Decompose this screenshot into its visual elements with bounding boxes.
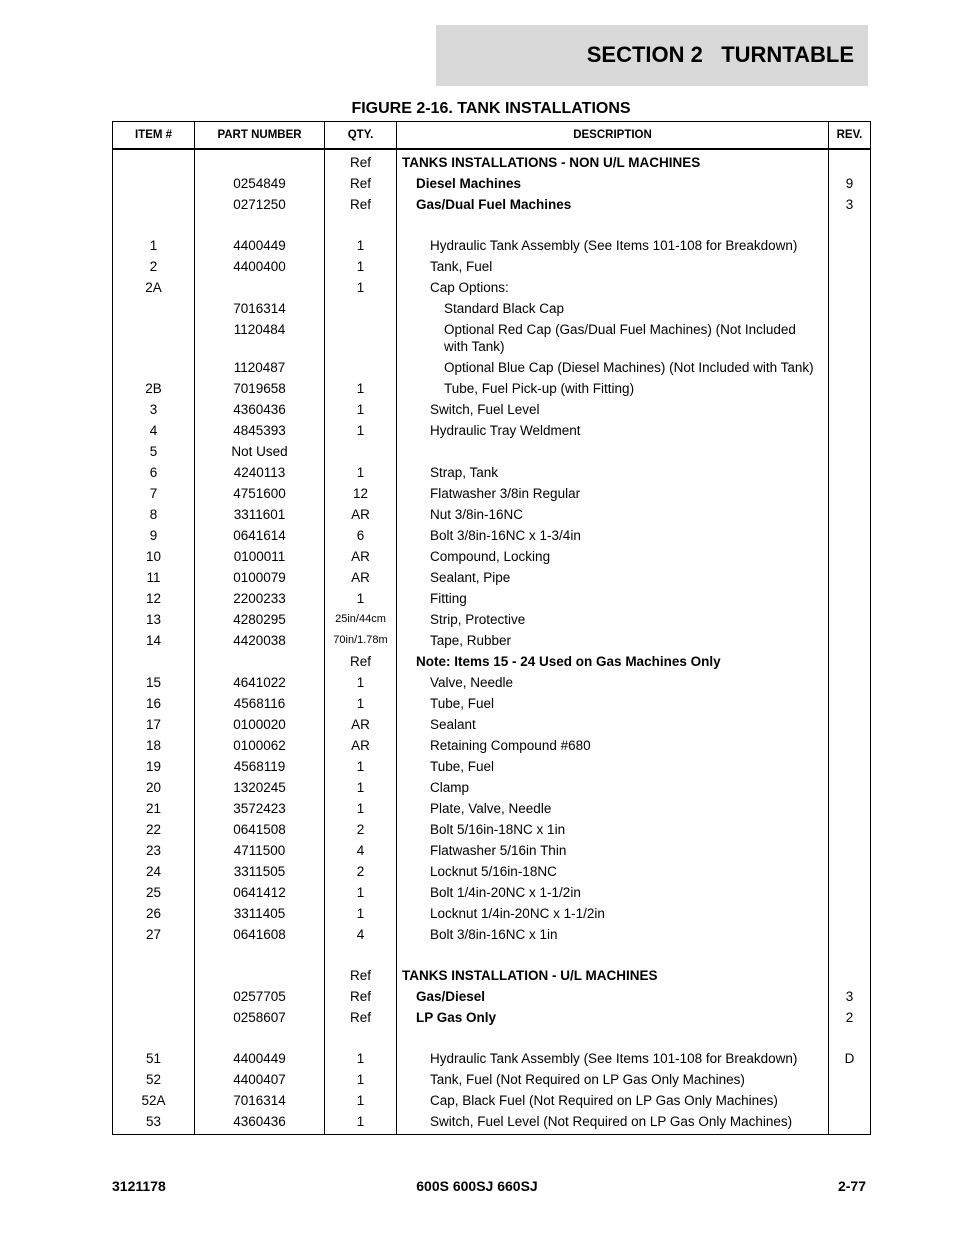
description-cell: Tube, Fuel Pick-up (with Fitting) xyxy=(397,378,829,399)
rev-cell: D xyxy=(829,1048,871,1069)
rev-cell xyxy=(829,882,871,903)
item-cell: 1 xyxy=(113,235,195,256)
item-cell xyxy=(113,298,195,319)
table-row xyxy=(113,630,871,651)
table-row xyxy=(113,483,871,504)
item-cell: 14 xyxy=(113,630,195,651)
description-cell: Optional Red Cap (Gas/Dual Fuel Machines) (Not Included with Tank) xyxy=(397,319,829,357)
qty-cell: 1 xyxy=(325,672,397,693)
item-cell xyxy=(113,194,195,215)
qty-cell: 1 xyxy=(325,798,397,819)
section-header-band xyxy=(436,25,868,86)
header-rev: REV. xyxy=(829,122,871,150)
part-number-cell: 0641608 xyxy=(195,924,325,945)
rev-cell xyxy=(829,1111,871,1135)
qty-cell: 1 xyxy=(325,399,397,420)
part-number-cell xyxy=(195,965,325,986)
part-number-cell: 4400449 xyxy=(195,235,325,256)
part-number-cell xyxy=(195,277,325,298)
part-number-cell xyxy=(195,945,325,965)
part-number-cell: 0100011 xyxy=(195,546,325,567)
part-number-cell: 4420038 xyxy=(195,630,325,651)
part-number-cell: 4400449 xyxy=(195,1048,325,1069)
qty-cell: 1 xyxy=(325,1069,397,1090)
qty-cell: 1 xyxy=(325,420,397,441)
item-cell: 6 xyxy=(113,462,195,483)
part-number-cell: 4360436 xyxy=(195,1111,325,1135)
qty-cell xyxy=(325,441,397,462)
item-cell xyxy=(113,965,195,986)
description-cell: Gas/Dual Fuel Machines xyxy=(397,194,829,215)
rev-cell xyxy=(829,399,871,420)
description-cell: Compound, Locking xyxy=(397,546,829,567)
rev-cell xyxy=(829,1090,871,1111)
description-cell: Plate, Valve, Needle xyxy=(397,798,829,819)
qty-cell: Ref xyxy=(325,194,397,215)
rev-cell xyxy=(829,588,871,609)
description-cell: Bolt 3/8in-16NC x 1-3/4in xyxy=(397,525,829,546)
item-cell xyxy=(113,1007,195,1028)
description-cell: Tank, Fuel xyxy=(397,256,829,277)
qty-cell: 1 xyxy=(325,235,397,256)
part-number-cell: 4360436 xyxy=(195,399,325,420)
qty-cell xyxy=(325,319,397,357)
rev-cell xyxy=(829,462,871,483)
rev-cell xyxy=(829,525,871,546)
description-cell: Hydraulic Tank Assembly (See Items 101-108 for Breakdown) xyxy=(397,1048,829,1069)
table-row xyxy=(113,399,871,420)
table-spacer-row xyxy=(113,945,871,965)
rev-cell xyxy=(829,819,871,840)
section-title: SECTION 2 TURNTABLE xyxy=(586,42,854,67)
qty-cell: 4 xyxy=(325,840,397,861)
table-row xyxy=(113,546,871,567)
table-row xyxy=(113,693,871,714)
table-row xyxy=(113,714,871,735)
rev-cell xyxy=(829,567,871,588)
qty-cell xyxy=(325,1028,397,1048)
rev-cell xyxy=(829,235,871,256)
qty-cell: Ref xyxy=(325,173,397,194)
qty-cell: 1 xyxy=(325,462,397,483)
part-number-cell: 7016314 xyxy=(195,298,325,319)
table-row xyxy=(113,378,871,399)
rev-cell xyxy=(829,756,871,777)
description-cell: Bolt 3/8in-16NC x 1in xyxy=(397,924,829,945)
part-number-cell: 0100020 xyxy=(195,714,325,735)
item-cell: 16 xyxy=(113,693,195,714)
item-cell: 11 xyxy=(113,567,195,588)
item-cell xyxy=(113,173,195,194)
item-cell: 23 xyxy=(113,840,195,861)
table-row xyxy=(113,882,871,903)
item-cell xyxy=(113,357,195,378)
qty-cell: 70in/1.78m xyxy=(325,630,397,651)
qty-cell: 1 xyxy=(325,1111,397,1135)
item-cell xyxy=(113,319,195,357)
qty-cell: AR xyxy=(325,567,397,588)
item-cell: 9 xyxy=(113,525,195,546)
item-cell xyxy=(113,986,195,1007)
table-row xyxy=(113,441,871,462)
item-cell xyxy=(113,651,195,672)
description-cell: Optional Blue Cap (Diesel Machines) (Not Included with Tank) xyxy=(397,357,829,378)
table-row xyxy=(113,777,871,798)
parts-table xyxy=(112,121,871,1135)
item-cell: 7 xyxy=(113,483,195,504)
table-row xyxy=(113,319,871,357)
qty-cell: 1 xyxy=(325,693,397,714)
item-cell: 52A xyxy=(113,1090,195,1111)
part-number-cell: 0257705 xyxy=(195,986,325,1007)
description-cell: Tape, Rubber xyxy=(397,630,829,651)
rev-cell xyxy=(829,924,871,945)
table-row xyxy=(113,567,871,588)
item-cell xyxy=(113,215,195,235)
description-cell: Cap, Black Fuel (Not Required on LP Gas Only Machines) xyxy=(397,1090,829,1111)
qty-cell: 1 xyxy=(325,1048,397,1069)
description-cell: Sealant, Pipe xyxy=(397,567,829,588)
parts-table-body xyxy=(113,149,871,1135)
part-number-cell: 7019658 xyxy=(195,378,325,399)
qty-cell xyxy=(325,945,397,965)
rev-cell xyxy=(829,1028,871,1048)
table-row xyxy=(113,756,871,777)
description-cell: Hydraulic Tank Assembly (See Items 101-108 for Breakdown) xyxy=(397,235,829,256)
description-cell: Flatwasher 5/16in Thin xyxy=(397,840,829,861)
part-number-cell: 3311505 xyxy=(195,861,325,882)
item-cell: 19 xyxy=(113,756,195,777)
qty-cell: Ref xyxy=(325,1007,397,1028)
part-number-cell: 1120484 xyxy=(195,319,325,357)
description-cell: Switch, Fuel Level xyxy=(397,399,829,420)
part-number-cell: 0641412 xyxy=(195,882,325,903)
part-number-cell: Not Used xyxy=(195,441,325,462)
item-cell xyxy=(113,1028,195,1048)
rev-cell xyxy=(829,483,871,504)
table-row xyxy=(113,819,871,840)
header-part-number: PART NUMBER xyxy=(195,122,325,150)
item-cell: 27 xyxy=(113,924,195,945)
item-cell: 2 xyxy=(113,256,195,277)
item-cell: 12 xyxy=(113,588,195,609)
table-row xyxy=(113,357,871,378)
qty-cell: 1 xyxy=(325,756,397,777)
item-cell: 26 xyxy=(113,903,195,924)
part-number-cell xyxy=(195,215,325,235)
qty-cell: 1 xyxy=(325,256,397,277)
qty-cell: 12 xyxy=(325,483,397,504)
rev-cell xyxy=(829,298,871,319)
figure-title: FIGURE 2-16. TANK INSTALLATIONS xyxy=(351,100,631,117)
footer-page-number: 2-77 xyxy=(837,1178,866,1194)
part-number-cell: 4845393 xyxy=(195,420,325,441)
qty-cell: 4 xyxy=(325,924,397,945)
description-cell: Nut 3/8in-16NC xyxy=(397,504,829,525)
rev-cell xyxy=(829,840,871,861)
rev-cell xyxy=(829,357,871,378)
footer-models: 600S 600SJ 660SJ xyxy=(416,1178,538,1194)
part-number-cell: 3572423 xyxy=(195,798,325,819)
part-number-cell: 0100079 xyxy=(195,567,325,588)
qty-cell: 2 xyxy=(325,819,397,840)
description-cell: Retaining Compound #680 xyxy=(397,735,829,756)
qty-cell: Ref xyxy=(325,965,397,986)
qty-cell: AR xyxy=(325,714,397,735)
table-row xyxy=(113,798,871,819)
rev-cell xyxy=(829,777,871,798)
rev-cell xyxy=(829,277,871,298)
part-number-cell: 4641022 xyxy=(195,672,325,693)
item-cell: 25 xyxy=(113,882,195,903)
item-cell: 3 xyxy=(113,399,195,420)
item-cell: 2B xyxy=(113,378,195,399)
table-row xyxy=(113,965,871,986)
table-row xyxy=(113,462,871,483)
rev-cell xyxy=(829,504,871,525)
table-row xyxy=(113,609,871,630)
part-number-cell: 1320245 xyxy=(195,777,325,798)
item-cell: 13 xyxy=(113,609,195,630)
description-cell: TANKS INSTALLATIONS - NON U/L MACHINES xyxy=(397,149,829,173)
table-row xyxy=(113,1111,871,1135)
part-number-cell: 0641508 xyxy=(195,819,325,840)
qty-cell: AR xyxy=(325,546,397,567)
rev-cell xyxy=(829,630,871,651)
item-cell: 53 xyxy=(113,1111,195,1135)
item-cell: 15 xyxy=(113,672,195,693)
table-row xyxy=(113,420,871,441)
table-row xyxy=(113,504,871,525)
rev-cell xyxy=(829,945,871,965)
item-cell: 20 xyxy=(113,777,195,798)
description-cell: Locknut 1/4in-20NC x 1-1/2in xyxy=(397,903,829,924)
qty-cell xyxy=(325,357,397,378)
item-cell xyxy=(113,945,195,965)
item-cell: 51 xyxy=(113,1048,195,1069)
part-number-cell: 0641614 xyxy=(195,525,325,546)
rev-cell xyxy=(829,735,871,756)
description-cell: Note: Items 15 - 24 Used on Gas Machines Only xyxy=(397,651,829,672)
description-cell xyxy=(397,1028,829,1048)
description-cell: Fitting xyxy=(397,588,829,609)
item-cell: 22 xyxy=(113,819,195,840)
table-row xyxy=(113,1069,871,1090)
description-cell: Cap Options: xyxy=(397,277,829,298)
rev-cell xyxy=(829,651,871,672)
qty-cell: AR xyxy=(325,735,397,756)
description-cell: Tank, Fuel (Not Required on LP Gas Only Machines) xyxy=(397,1069,829,1090)
description-cell: Valve, Needle xyxy=(397,672,829,693)
table-row xyxy=(113,924,871,945)
description-cell: Strap, Tank xyxy=(397,462,829,483)
description-cell: Bolt 1/4in-20NC x 1-1/2in xyxy=(397,882,829,903)
part-number-cell: 4751600 xyxy=(195,483,325,504)
table-row xyxy=(113,986,871,1007)
rev-cell xyxy=(829,256,871,277)
description-cell: Bolt 5/16in-18NC x 1in xyxy=(397,819,829,840)
qty-cell: 1 xyxy=(325,882,397,903)
rev-cell: 3 xyxy=(829,194,871,215)
item-cell: 17 xyxy=(113,714,195,735)
qty-cell: AR xyxy=(325,504,397,525)
description-cell: Sealant xyxy=(397,714,829,735)
part-number-cell: 4280295 xyxy=(195,609,325,630)
qty-cell: 1 xyxy=(325,777,397,798)
header-description: DESCRIPTION xyxy=(397,122,829,150)
rev-cell xyxy=(829,378,871,399)
description-cell: TANKS INSTALLATION - U/L MACHINES xyxy=(397,965,829,986)
description-cell: Strip, Protective xyxy=(397,609,829,630)
part-number-cell xyxy=(195,149,325,173)
part-number-cell: 4400407 xyxy=(195,1069,325,1090)
rev-cell xyxy=(829,609,871,630)
part-number-cell: 0254849 xyxy=(195,173,325,194)
table-row xyxy=(113,173,871,194)
description-cell: Locknut 5/16in-18NC xyxy=(397,861,829,882)
description-cell xyxy=(397,945,829,965)
table-row xyxy=(113,1090,871,1111)
qty-cell: 6 xyxy=(325,525,397,546)
table-row xyxy=(113,861,871,882)
qty-cell: Ref xyxy=(325,651,397,672)
description-cell xyxy=(397,441,829,462)
table-row xyxy=(113,298,871,319)
table-row xyxy=(113,735,871,756)
rev-cell xyxy=(829,420,871,441)
rev-cell xyxy=(829,672,871,693)
part-number-cell: 4568119 xyxy=(195,756,325,777)
table-row xyxy=(113,235,871,256)
rev-cell: 2 xyxy=(829,1007,871,1028)
table-row xyxy=(113,651,871,672)
qty-cell: 1 xyxy=(325,588,397,609)
part-number-cell: 1120487 xyxy=(195,357,325,378)
item-cell: 5 xyxy=(113,441,195,462)
rev-cell xyxy=(829,693,871,714)
part-number-cell: 4240113 xyxy=(195,462,325,483)
item-cell: 52 xyxy=(113,1069,195,1090)
description-cell: Hydraulic Tray Weldment xyxy=(397,420,829,441)
item-cell: 2A xyxy=(113,277,195,298)
part-number-cell xyxy=(195,651,325,672)
description-cell: Clamp xyxy=(397,777,829,798)
description-cell: Standard Black Cap xyxy=(397,298,829,319)
table-row xyxy=(113,903,871,924)
rev-cell xyxy=(829,149,871,173)
part-number-cell: 0271250 xyxy=(195,194,325,215)
table-row xyxy=(113,525,871,546)
qty-cell: 25in/44cm xyxy=(325,609,397,630)
table-row xyxy=(113,840,871,861)
table-row xyxy=(113,194,871,215)
rev-cell xyxy=(829,1069,871,1090)
description-cell: Tube, Fuel xyxy=(397,693,829,714)
rev-cell xyxy=(829,546,871,567)
rev-cell xyxy=(829,861,871,882)
qty-cell: Ref xyxy=(325,986,397,1007)
qty-cell: Ref xyxy=(325,149,397,173)
description-cell: LP Gas Only xyxy=(397,1007,829,1028)
item-cell xyxy=(113,149,195,173)
description-cell xyxy=(397,215,829,235)
item-cell: 4 xyxy=(113,420,195,441)
qty-cell xyxy=(325,298,397,319)
qty-cell: 1 xyxy=(325,1090,397,1111)
qty-cell: 1 xyxy=(325,277,397,298)
part-number-cell: 7016314 xyxy=(195,1090,325,1111)
table-spacer-row xyxy=(113,1028,871,1048)
rev-cell xyxy=(829,714,871,735)
qty-cell: 1 xyxy=(325,378,397,399)
qty-cell xyxy=(325,215,397,235)
table-row xyxy=(113,1048,871,1069)
part-number-cell: 3311405 xyxy=(195,903,325,924)
qty-cell: 2 xyxy=(325,861,397,882)
description-cell: Flatwasher 3/8in Regular xyxy=(397,483,829,504)
description-cell: Diesel Machines xyxy=(397,173,829,194)
part-number-cell xyxy=(195,1028,325,1048)
item-cell: 18 xyxy=(113,735,195,756)
item-cell: 8 xyxy=(113,504,195,525)
table-row xyxy=(113,672,871,693)
table-row xyxy=(113,256,871,277)
rev-cell: 3 xyxy=(829,986,871,1007)
table-row xyxy=(113,1007,871,1028)
part-number-cell: 4400400 xyxy=(195,256,325,277)
description-cell: Gas/Diesel xyxy=(397,986,829,1007)
description-cell: Tube, Fuel xyxy=(397,756,829,777)
table-spacer-row xyxy=(113,215,871,235)
table-row xyxy=(113,149,871,173)
qty-cell: 1 xyxy=(325,903,397,924)
rev-cell xyxy=(829,965,871,986)
table-row xyxy=(113,277,871,298)
rev-cell xyxy=(829,215,871,235)
footer-doc-number: 3121178 xyxy=(112,1178,166,1194)
rev-cell xyxy=(829,903,871,924)
part-number-cell: 0100062 xyxy=(195,735,325,756)
item-cell: 21 xyxy=(113,798,195,819)
header-item: ITEM # xyxy=(113,122,195,150)
item-cell: 24 xyxy=(113,861,195,882)
rev-cell xyxy=(829,319,871,357)
header-qty: QTY. xyxy=(325,122,397,150)
part-number-cell: 0258607 xyxy=(195,1007,325,1028)
description-cell: Switch, Fuel Level (Not Required on LP Gas Only Machines) xyxy=(397,1111,829,1135)
part-number-cell: 3311601 xyxy=(195,504,325,525)
table-row xyxy=(113,588,871,609)
part-number-cell: 2200233 xyxy=(195,588,325,609)
part-number-cell: 4568116 xyxy=(195,693,325,714)
rev-cell xyxy=(829,798,871,819)
rev-cell xyxy=(829,441,871,462)
table-header-row xyxy=(113,122,871,150)
part-number-cell: 4711500 xyxy=(195,840,325,861)
rev-cell: 9 xyxy=(829,173,871,194)
item-cell: 10 xyxy=(113,546,195,567)
